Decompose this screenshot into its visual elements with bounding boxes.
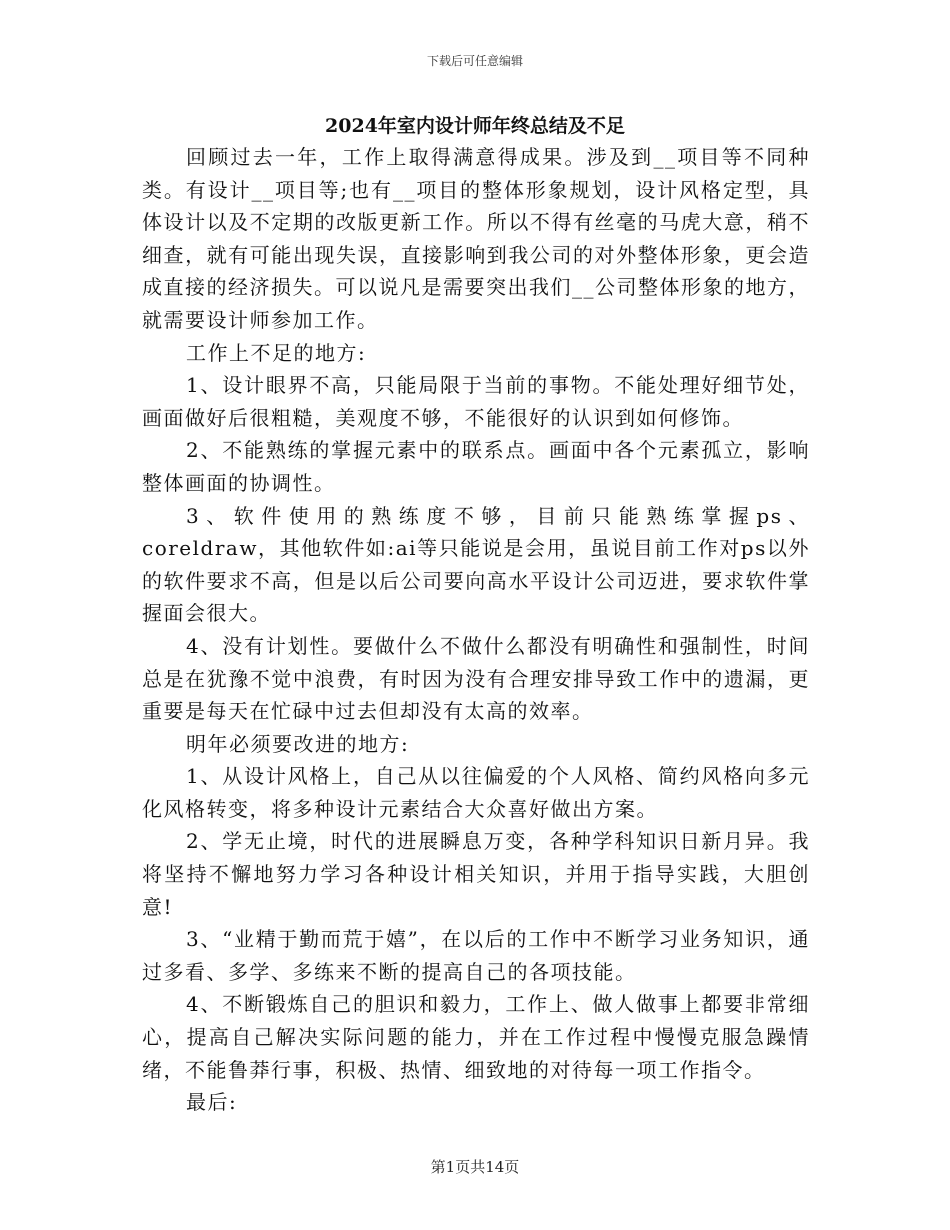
document-title: 2024年室内设计师年终总结及不足 xyxy=(325,115,625,137)
improvement-item-3: 3、“业精于勤而荒于嬉”，在以后的工作中不断学习业务知识，通过多看、多学、多练来不断的提高自己的各项技能。 xyxy=(142,927,810,984)
closing-heading: 最后: xyxy=(186,1090,238,1115)
shortcoming-item-3: 3、软件使用的熟练度不够，目前只能熟练掌握ps、coreldraw，其他软件如:ai等只能说是会用，虽说目前工作对ps以外的软件要求不高，但是以后公司要向高水平设计公司迈进，要求软件掌握面会很大。 xyxy=(142,503,810,626)
improvement-item-4: 4、不断锻炼自己的胆识和毅力，工作上、做人做事上都要非常细心，提高自己解决实际问题的能力，并在工作过程中慢慢克服急躁情绪，不能鲁莽行事，积极、热情、细致地的对待每一项工作指令。 xyxy=(142,992,810,1082)
section-heading-shortcomings: 工作上不足的地方: xyxy=(186,340,367,365)
paragraph-review: 回顾过去一年，工作上取得满意得成果。涉及到__项目等不同种类。有设计__项目等;也有__项目的整体形象规划，设计风格定型，具体设计以及不定期的改版更新工作。所以不得有丝毫的马虎大意，稍不细查，就有可能出现失误，直接影响到我公司的对外整体形象，更会造成直接的经济损失。可以说凡是需要突出我们__公司整体形象的地方，就需要设计师参加工作。 xyxy=(142,145,810,332)
improvement-item-1: 1、从设计风格上，自己从以往偏爱的个人风格、简约风格向多元化风格转变，将多种设计元素结合大众喜好做出方案。 xyxy=(142,764,810,821)
shortcoming-item-1: 1、设计眼界不高，只能局限于当前的事物。不能处理好细节处，画面做好后很粗糙，美观度不够，不能很好的认识到如何修饰。 xyxy=(142,373,810,430)
improvement-item-2: 2、学无止境，时代的进展瞬息万变，各种学科知识日新月异。我将坚持不懈地努力学习各种设计相关知识，并用于指导实践，大胆创意! xyxy=(142,829,810,919)
page-footer-number: 第1页共14页 xyxy=(430,1158,520,1176)
shortcoming-item-2: 2、不能熟练的掌握元素中的联系点。画面中各个元素孤立，影响整体画面的协调性。 xyxy=(142,438,810,495)
document-body xyxy=(142,141,810,1119)
shortcoming-item-4: 4、没有计划性。要做什么不做什么都没有明确性和强制性，时间总是在犹豫不觉中浪费，有时因为没有合理安排导致工作中的遗漏，更重要是每天在忙碌中过去但却没有太高的效率。 xyxy=(142,633,810,724)
section-heading-improvements: 明年必须要改进的地方: xyxy=(186,731,410,756)
page-header-note: 下载后可任意编辑 xyxy=(426,54,523,68)
